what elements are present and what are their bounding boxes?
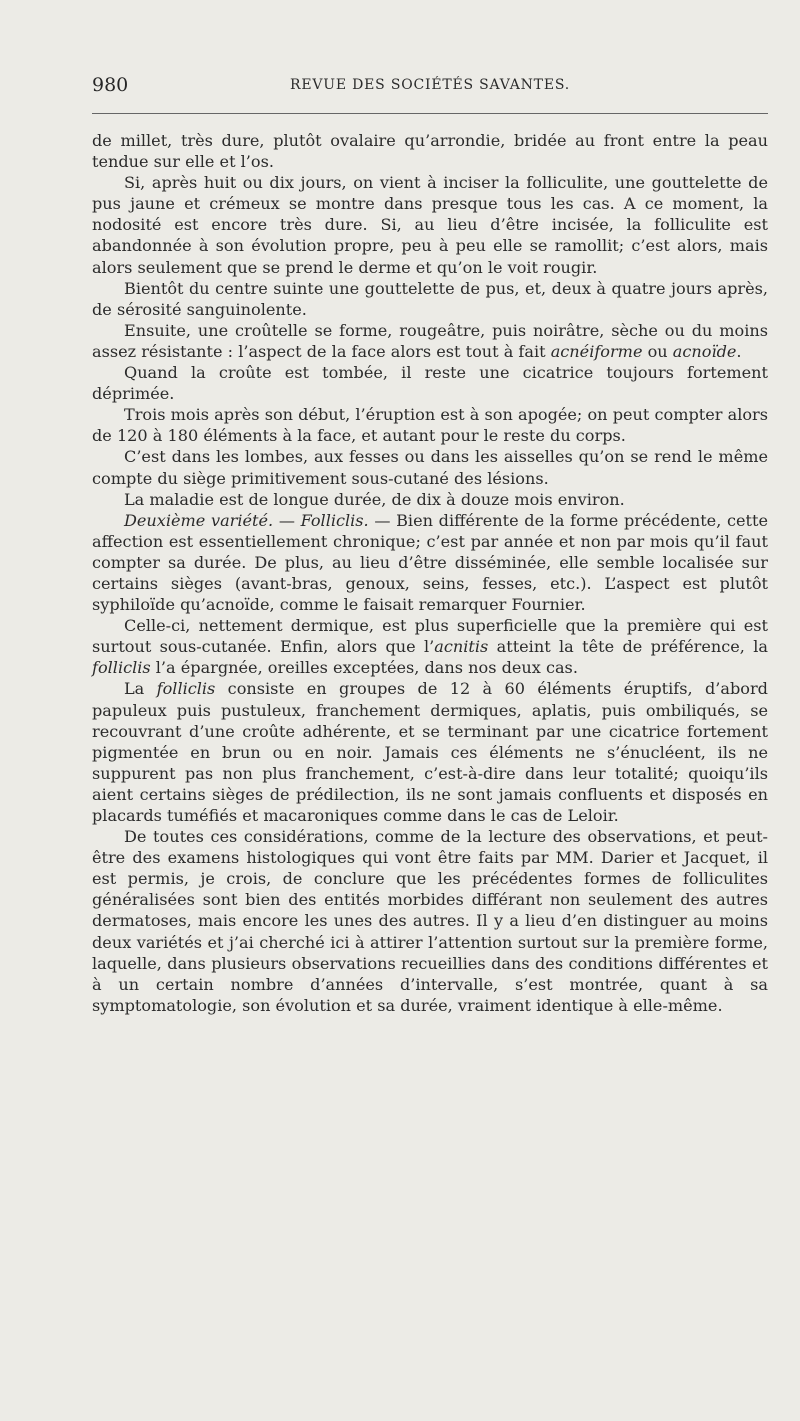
paragraph-4-italic-1: acnéiforme [550, 341, 643, 361]
paragraph-8: La maladie est de longue durée, de dix à douze mois environ. [124, 489, 625, 509]
paragraph-10 [92, 615, 768, 678]
paragraph-4-italic-2: acnoïde [672, 341, 737, 361]
paragraph-9-italic-1: Deuxième variété. [124, 510, 274, 530]
paragraph-2: Si, après huit ou dix jours, on vient à inciser la folliculite, une gouttelette de pus jaune et crémeux se montre dans presque tous les cas. A ce moment, la nodosité est encore très dure. Si, au lieu d’être incisée, la folliculite est abandonnée à son évolution propre, peu à peu elle se ramollit; c’est alors, mais alors seulement que se prend le derme et qu’on le voit rougir. [92, 173, 768, 277]
paragraph-7: C’est dans les lombes, aux fesses ou dans les aisselles qu’on se rend le même compte du siège primitivement sous-cutané des lésions. [92, 447, 768, 488]
paragraph-11 [92, 678, 768, 826]
paragraph-11-italic-1: folliclis [156, 679, 216, 699]
paragraph-9 [92, 510, 768, 615]
paragraph-9-text-middle: — [273, 510, 301, 530]
body-text [92, 130, 768, 1016]
paragraph-10-text-before: Celle-ci, nettement dermique, est plus superficielle que la première qui est surtout sous-cutanée. Enfin, alors que l’ [92, 616, 768, 657]
paragraph-10-italic-2: folliclis [92, 658, 151, 678]
paragraph-4-text-before: Ensuite, une croûtelle se forme, rougeâtre, puis noirâtre, sèche ou du moins assez résistante : l’aspect de la face alors est tout à fait [92, 320, 768, 361]
paragraph-11-text-before: La [124, 679, 157, 699]
paragraph-5: Quand la croûte est tombée, il reste une cicatrice toujours fortement déprimée. [92, 363, 768, 404]
paragraph-9-text-after: — Bien différente de la forme précédente, cette affection est essentiellement chronique; c’est par année et non par mois qu’il faut compter sa durée. De plus, au lieu d’être disséminée, elle semble localisée sur certains sièges (avant-bras, genoux, seins, fesses, etc.). L’aspect est plutôt syphiloïde qu’acnoïde, comme le faisait remarquer Fournier. [92, 510, 768, 615]
paragraph-3: Bientôt du centre suinte une gouttelette de pus, et, deux à quatre jours après, de sérosité sanguinolente. [92, 278, 768, 319]
paragraph-4 [92, 320, 768, 362]
header-rule [92, 113, 768, 114]
paragraph-10-text-middle: atteint la tête de préférence, la [488, 637, 768, 657]
paragraph-9-italic-2: Folliclis. [300, 510, 369, 530]
paragraph-1: de millet, très dure, plutôt ovalaire qu’arrondie, bridée au front entre la peau tendue sur elle et l’os. [92, 131, 768, 172]
paragraph-4-text-middle: ou [642, 341, 673, 361]
running-title: REVUE DES SOCIÉTÉS SAVANTES. [290, 77, 570, 93]
paragraph-6: Trois mois après son début, l’éruption est à son apogée; on peut compter alors de 120 à 180 éléments à la face, et autant pour le reste du corps. [92, 405, 768, 446]
page-number: 980 [92, 74, 129, 96]
paragraph-10-italic-1: acnitis [434, 637, 489, 657]
paragraph-11-text-after: consiste en groupes de 12 à 60 éléments éruptifs, d’abord papuleux puis pustuleux, franchement dermiques, aplatis, puis ombiliqués, se recouvrant d’une croûte adhérente, et se terminant par une cicatrice fortement pigmentée en brun ou en noir. Jamais ces éléments ne s’énucléent, ils ne suppurent pas non plus franchement, c’est-à-dire dans leur totalité; quoiqu’ils aient certains sièges de prédilection, ils ne sont jamais confluents et disposés en placards tuméfiés et macaroniques comme dans le cas de Leloir. [92, 679, 768, 825]
paragraph-4-text-after: . [736, 341, 742, 361]
paragraph-12: De toutes ces considérations, comme de la lecture des observations, et peut-être des examens histologiques qui vont être faits par MM. Darier et Jacquet, il est permis, je crois, de conclure que les précédentes formes de folliculites généralisées sont bien des entités morbides différant non seulement des autres dermatoses, mais encore les unes des autres. Il y a lieu d’en distinguer au moins deux variétés et j’ai cherché ici à attirer l’attention surtout sur la première forme, laquelle, dans plusieurs observations recueillies dans des conditions différentes et à un certain nombre d’années d’intervalle, s’est montrée, quant à sa symptomatologie, son évolution et sa durée, vraiment identique à elle-même. [92, 827, 768, 1015]
paragraph-10-text-after: l’a épargnée, oreilles exceptées, dans nos deux cas. [150, 658, 578, 678]
page-header [92, 74, 768, 104]
